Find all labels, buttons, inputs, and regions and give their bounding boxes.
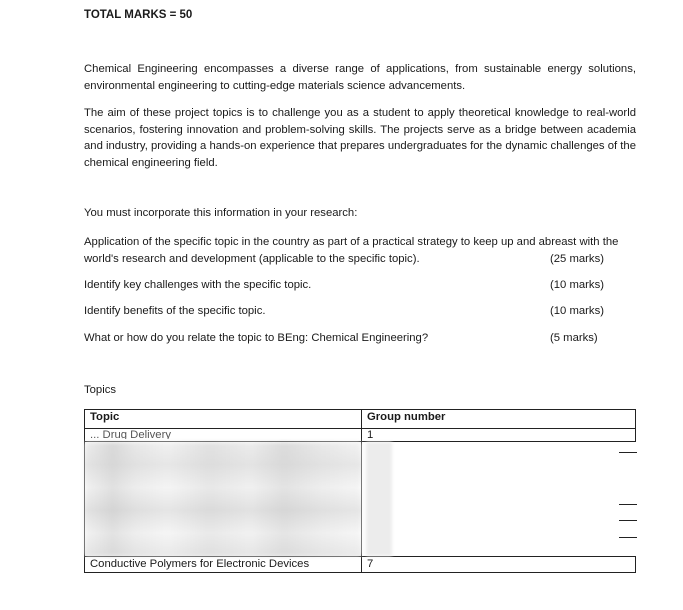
- redacted-rows: [85, 442, 636, 557]
- table-header-row: [85, 410, 636, 429]
- intro-paragraph-2: The aim of these project topics is to challenge you as a student to apply theoretical knowledge to real-world scenarios, fostering innovation and problem-solving skills. The projects serve as a bridge between academia and industry, providing a hands-on experience that prepares undergraduates for the dynamic challenges of the chemical engineering field.: [84, 107, 636, 169]
- group-cell: 7: [362, 557, 636, 573]
- requirement-text: Application of the specific topic in the country as part of a practical strategy to keep up and abreast with the world's research and development (applicable to the specific topic).: [84, 236, 619, 265]
- topic-cell: Conductive Polymers for Electronic Devices: [85, 557, 362, 573]
- requirement-marks: (25 marks): [550, 252, 604, 265]
- requirement-text: Identify benefits of the specific topic.: [84, 305, 266, 317]
- table-row: [85, 429, 636, 442]
- requirement-text: What or how do you relate the topic to BEng: Chemical Engineering?: [84, 332, 429, 344]
- total-marks: TOTAL MARKS = 50: [84, 9, 193, 21]
- requirements-intro: You must incorporate this information in your research:: [84, 207, 358, 219]
- topics-table: [84, 409, 636, 573]
- column-header-topic: Topic: [85, 410, 362, 429]
- topics-heading: Topics: [84, 384, 117, 396]
- requirement-item: [84, 330, 636, 347]
- requirement-item: [84, 277, 636, 294]
- requirement-item: [84, 303, 636, 320]
- column-header-group-number: Group number: [362, 410, 636, 429]
- intro-paragraph-1: Chemical Engineering encompasses a diverse range of applications, from sustainable energy solutions, environmental engineering to cutting-edge materials science advancements.: [84, 63, 636, 92]
- redacted-group-region: [362, 442, 636, 557]
- requirement-item: [84, 234, 636, 267]
- requirement-text: Identify key challenges with the specific topic.: [84, 279, 312, 291]
- group-cell: 1: [362, 429, 636, 442]
- table-row: [85, 557, 636, 573]
- topic-cell: ... Drug Delivery: [90, 430, 171, 439]
- requirement-marks: (10 marks): [550, 305, 604, 317]
- requirement-marks: (10 marks): [550, 279, 604, 291]
- redacted-topic-region: [85, 442, 362, 557]
- requirement-marks: (5 marks): [550, 332, 598, 344]
